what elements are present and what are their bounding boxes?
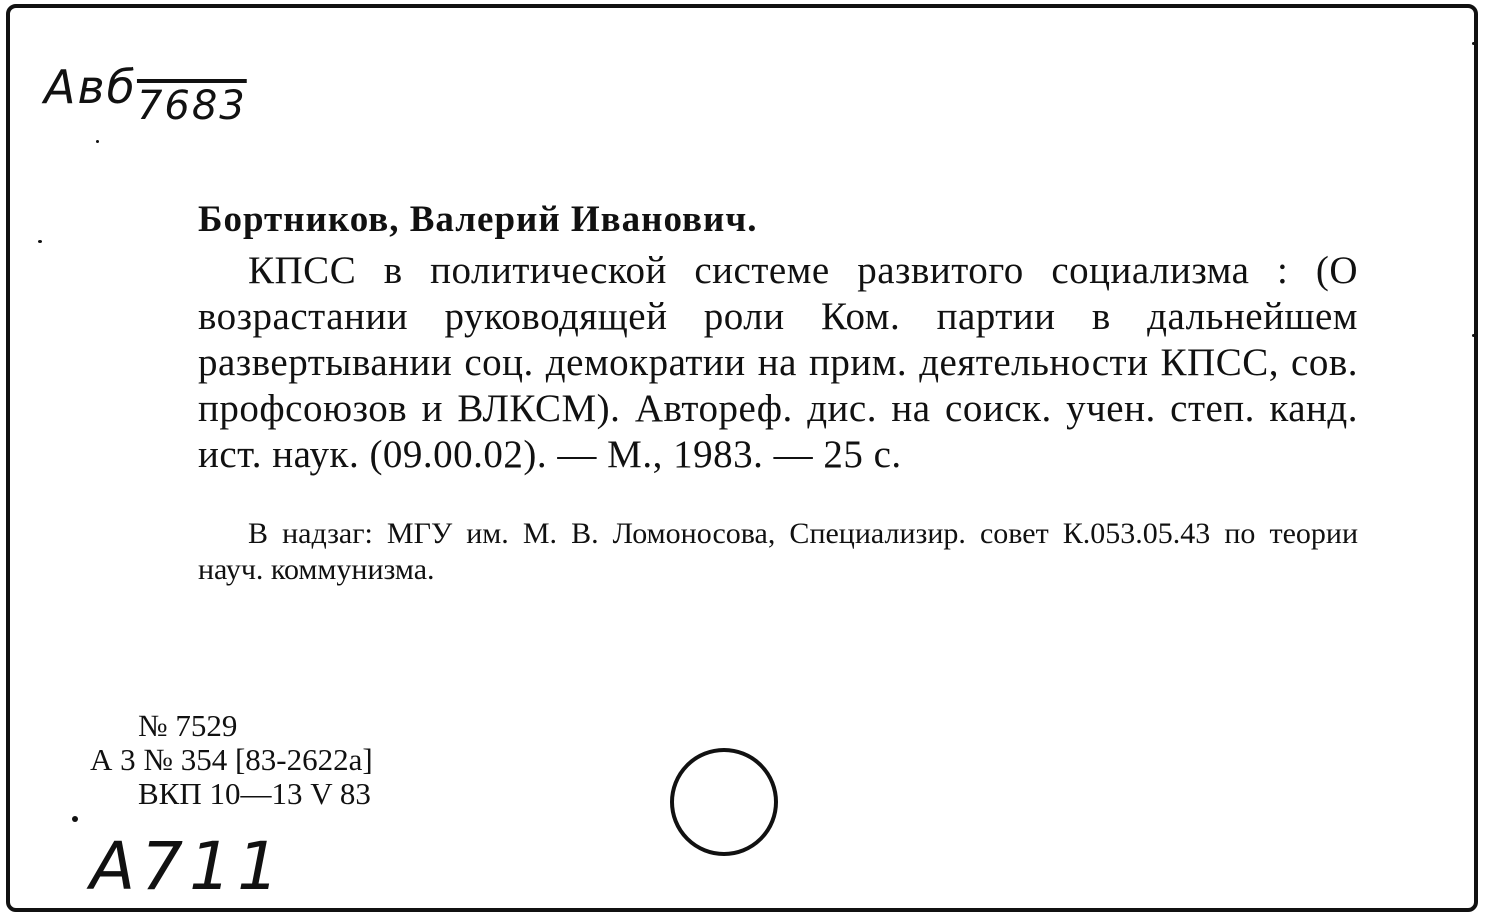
scan-speck <box>38 240 42 243</box>
punched-hole-circle <box>670 748 778 856</box>
handwritten-code: А711 <box>90 828 286 905</box>
institution-note: В надзаг: МГУ им. М. В. Ломоносова, Специализир. совет К.053.05.43 по теории науч. коммунизма. <box>198 517 1358 586</box>
accession-vkp-line: ВКП 10—13 V 83 <box>138 776 371 811</box>
scan-speck <box>1472 42 1475 45</box>
scan-speck <box>1472 334 1475 337</box>
accession-number: № 7529 <box>138 708 238 743</box>
author-heading: Бортников, Валерий Иванович. <box>198 199 758 240</box>
title-description: КПСС в политической системе развитого социализма : (О возрастании руководящей роли Ком. партии в дальнейшем развертывании соц. демократии на прим. деятельности КПСС, сов. профсоюзов и ВЛКСМ). Автореф. дис. на соиск. учен. степ. канд. ист. наук. (09.00.02). — М., 1983. — 25 с. <box>198 249 1358 476</box>
accession-a3-line: А 3 № 354 [83-2622а] <box>90 742 373 777</box>
catalog-card <box>6 4 1478 912</box>
scan-speck <box>72 816 78 822</box>
shelf-code-handwritten <box>44 60 247 129</box>
shelf-code-letters: Aвб <box>44 60 137 114</box>
scan-speck <box>96 140 99 143</box>
shelf-code-number: 7683 <box>136 83 247 129</box>
